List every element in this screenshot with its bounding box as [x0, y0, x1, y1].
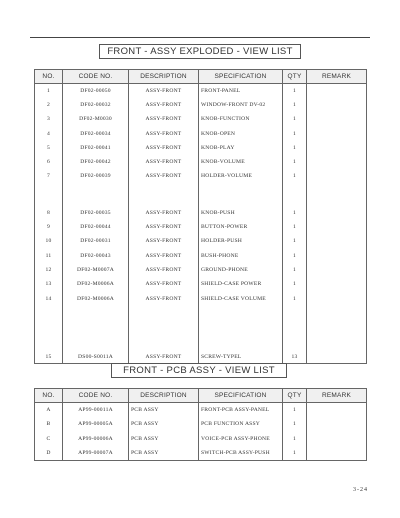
col-header-specification: SPECIFICATION	[199, 70, 283, 84]
cell-description: ASSY-FRONT	[129, 277, 199, 291]
cell-description: ASSY-FRONT	[129, 350, 199, 364]
table-row	[35, 220, 367, 234]
cell-qty: 1	[283, 141, 307, 155]
cell-description: ASSY-FRONT	[129, 141, 199, 155]
cell-remark	[307, 263, 367, 277]
table-row	[35, 141, 367, 155]
pcb-assy-parts-table	[34, 388, 367, 461]
cell-code: DF02-M0030	[63, 112, 129, 126]
cell-description: PCB ASSY	[129, 403, 199, 418]
cell-remark	[307, 234, 367, 248]
cell-no: 12	[35, 263, 63, 277]
cell-code: DF02-00039	[63, 169, 129, 183]
cell-specification: HOLDER-PUSH	[199, 234, 283, 248]
col-header-code: CODE NO.	[63, 70, 129, 84]
cell-description: ASSY-FRONT	[129, 263, 199, 277]
cell-code: DF02-00035	[63, 206, 129, 220]
cell-remark	[307, 291, 367, 305]
cell-specification: KNOB-PUSH	[199, 206, 283, 220]
cell-no: 1	[35, 84, 63, 98]
table-row	[35, 417, 367, 432]
page-number: 3-24	[353, 487, 368, 493]
cell-qty: 1	[283, 277, 307, 291]
cell-description: ASSY-FRONT	[129, 155, 199, 169]
cell-qty: 1	[283, 291, 307, 305]
cell-no: A	[35, 403, 63, 418]
table-row	[35, 126, 367, 140]
cell-code: AP99-00006A	[63, 432, 129, 447]
cell-code: AP99-00011A	[63, 403, 129, 418]
cell-no: 9	[35, 220, 63, 234]
cell-description: ASSY-FRONT	[129, 112, 199, 126]
cell-description: ASSY-FRONT	[129, 98, 199, 112]
cell-specification: PCB FUNCTION ASSY	[199, 417, 283, 432]
cell-description: ASSY-FRONT	[129, 84, 199, 98]
cell-qty: 1	[283, 234, 307, 248]
cell-code: DF02-M0006A	[63, 277, 129, 291]
table-row	[35, 234, 367, 248]
cell-code: AP99-00005A	[63, 417, 129, 432]
col-header-description: DESCRIPTION	[129, 70, 199, 84]
pcb-assy-view-list-title: FRONT - PCB ASSY - VIEW LIST	[111, 363, 287, 378]
table-header-row	[35, 70, 367, 84]
cell-qty: 1	[283, 263, 307, 277]
cell-qty: 1	[283, 169, 307, 183]
cell-remark	[307, 126, 367, 140]
cell-specification: BUSH-PHONE	[199, 248, 283, 262]
col-header-remark: REMARK	[307, 70, 367, 84]
cell-code: DF02-00031	[63, 234, 129, 248]
cell-qty: 1	[283, 98, 307, 112]
cell-no: 5	[35, 141, 63, 155]
cell-specification: SWITCH-PCB ASSY-PUSH	[199, 446, 283, 461]
cell-specification: KNOB-FUNCTION	[199, 112, 283, 126]
cell-code: DF02-M0006A	[63, 291, 129, 305]
cell-specification: GROUND-PHONE	[199, 263, 283, 277]
cell-qty: 1	[283, 84, 307, 98]
cell-remark	[307, 446, 367, 461]
cell-specification: SCREW-TYPEL	[199, 350, 283, 364]
cell-remark	[307, 248, 367, 262]
cell-remark	[307, 432, 367, 447]
cell-no: 4	[35, 126, 63, 140]
cell-code: DF02-00041	[63, 141, 129, 155]
cell-code: DS00-S0011A	[63, 350, 129, 364]
cell-code: DF02-00044	[63, 220, 129, 234]
cell-qty: 1	[283, 432, 307, 447]
cell-remark	[307, 155, 367, 169]
cell-remark	[307, 98, 367, 112]
cell-code: DF02-00032	[63, 98, 129, 112]
cell-no: 8	[35, 206, 63, 220]
cell-specification: FRONT-PCB ASSY-PANEL	[199, 403, 283, 418]
table-row	[35, 291, 367, 305]
cell-qty: 1	[283, 248, 307, 262]
col-header-no: NO.	[35, 389, 63, 403]
cell-description: ASSY-FRONT	[129, 291, 199, 305]
cell-specification: BUTTON-POWER	[199, 220, 283, 234]
cell-code: DF02-00034	[63, 126, 129, 140]
cell-no: 3	[35, 112, 63, 126]
cell-specification: WINDOW-FRONT DV-02	[199, 98, 283, 112]
col-header-qty: QTY	[283, 389, 307, 403]
cell-specification: VOICE-PCB ASSY-PHONE	[199, 432, 283, 447]
cell-code: DF02-00050	[63, 84, 129, 98]
col-header-specification: SPECIFICATION	[199, 389, 283, 403]
table-row	[35, 155, 367, 169]
table-row	[35, 112, 367, 126]
table-row	[35, 350, 367, 364]
cell-no: 13	[35, 277, 63, 291]
table-spacer-row	[35, 184, 367, 206]
col-header-qty: QTY	[283, 70, 307, 84]
cell-remark	[307, 141, 367, 155]
cell-no: 11	[35, 248, 63, 262]
cell-specification: KNOB-OPEN	[199, 126, 283, 140]
cell-description: ASSY-FRONT	[129, 126, 199, 140]
exploded-view-parts-table	[34, 69, 367, 364]
cell-remark	[307, 350, 367, 364]
table-row	[35, 403, 367, 418]
cell-no: D	[35, 446, 63, 461]
cell-code: DF02-00042	[63, 155, 129, 169]
cell-code: DF02-M0007A	[63, 263, 129, 277]
exploded-view-list-title: FRONT - ASSY EXPLODED - VIEW LIST	[99, 44, 301, 59]
table-row	[35, 84, 367, 98]
cell-description: ASSY-FRONT	[129, 206, 199, 220]
cell-no: C	[35, 432, 63, 447]
table-row	[35, 432, 367, 447]
table-header-row	[35, 389, 367, 403]
cell-no: 7	[35, 169, 63, 183]
cell-qty: 1	[283, 155, 307, 169]
col-header-code: CODE NO.	[63, 389, 129, 403]
cell-remark	[307, 169, 367, 183]
cell-description: ASSY-FRONT	[129, 169, 199, 183]
table-row	[35, 446, 367, 461]
col-header-description: DESCRIPTION	[129, 389, 199, 403]
cell-description: PCB ASSY	[129, 432, 199, 447]
top-divider	[30, 37, 370, 38]
cell-qty: 1	[283, 126, 307, 140]
cell-remark	[307, 112, 367, 126]
table-row	[35, 206, 367, 220]
cell-no: 2	[35, 98, 63, 112]
cell-qty: 1	[283, 206, 307, 220]
cell-specification: SHIELD-CASE VOLUME	[199, 291, 283, 305]
cell-specification: HOLDER-VOLUME	[199, 169, 283, 183]
cell-specification: KNOB-VOLUME	[199, 155, 283, 169]
cell-qty: 1	[283, 446, 307, 461]
cell-specification: SHIELD-CASE POWER	[199, 277, 283, 291]
cell-description: ASSY-FRONT	[129, 234, 199, 248]
cell-remark	[307, 277, 367, 291]
cell-remark	[307, 220, 367, 234]
cell-qty: 1	[283, 417, 307, 432]
table-row	[35, 263, 367, 277]
cell-qty: 1	[283, 403, 307, 418]
cell-no: 15	[35, 350, 63, 364]
cell-description: PCB ASSY	[129, 417, 199, 432]
table-row	[35, 169, 367, 183]
cell-remark	[307, 403, 367, 418]
cell-code: DF02-00043	[63, 248, 129, 262]
cell-no: B	[35, 417, 63, 432]
table-row	[35, 98, 367, 112]
cell-remark	[307, 84, 367, 98]
col-header-no: NO.	[35, 70, 63, 84]
cell-specification: FRONT-PANEL	[199, 84, 283, 98]
cell-no: 6	[35, 155, 63, 169]
cell-description: ASSY-FRONT	[129, 248, 199, 262]
cell-description: ASSY-FRONT	[129, 220, 199, 234]
cell-no: 14	[35, 291, 63, 305]
table-spacer-row	[35, 306, 367, 350]
cell-no: 10	[35, 234, 63, 248]
col-header-remark: REMARK	[307, 389, 367, 403]
table-row	[35, 277, 367, 291]
table-row	[35, 248, 367, 262]
cell-remark	[307, 417, 367, 432]
cell-qty: 1	[283, 220, 307, 234]
cell-description: PCB ASSY	[129, 446, 199, 461]
cell-remark	[307, 206, 367, 220]
cell-code: AP99-00007A	[63, 446, 129, 461]
cell-specification: KNOB-PLAY	[199, 141, 283, 155]
cell-qty: 1	[283, 112, 307, 126]
cell-qty: 13	[283, 350, 307, 364]
